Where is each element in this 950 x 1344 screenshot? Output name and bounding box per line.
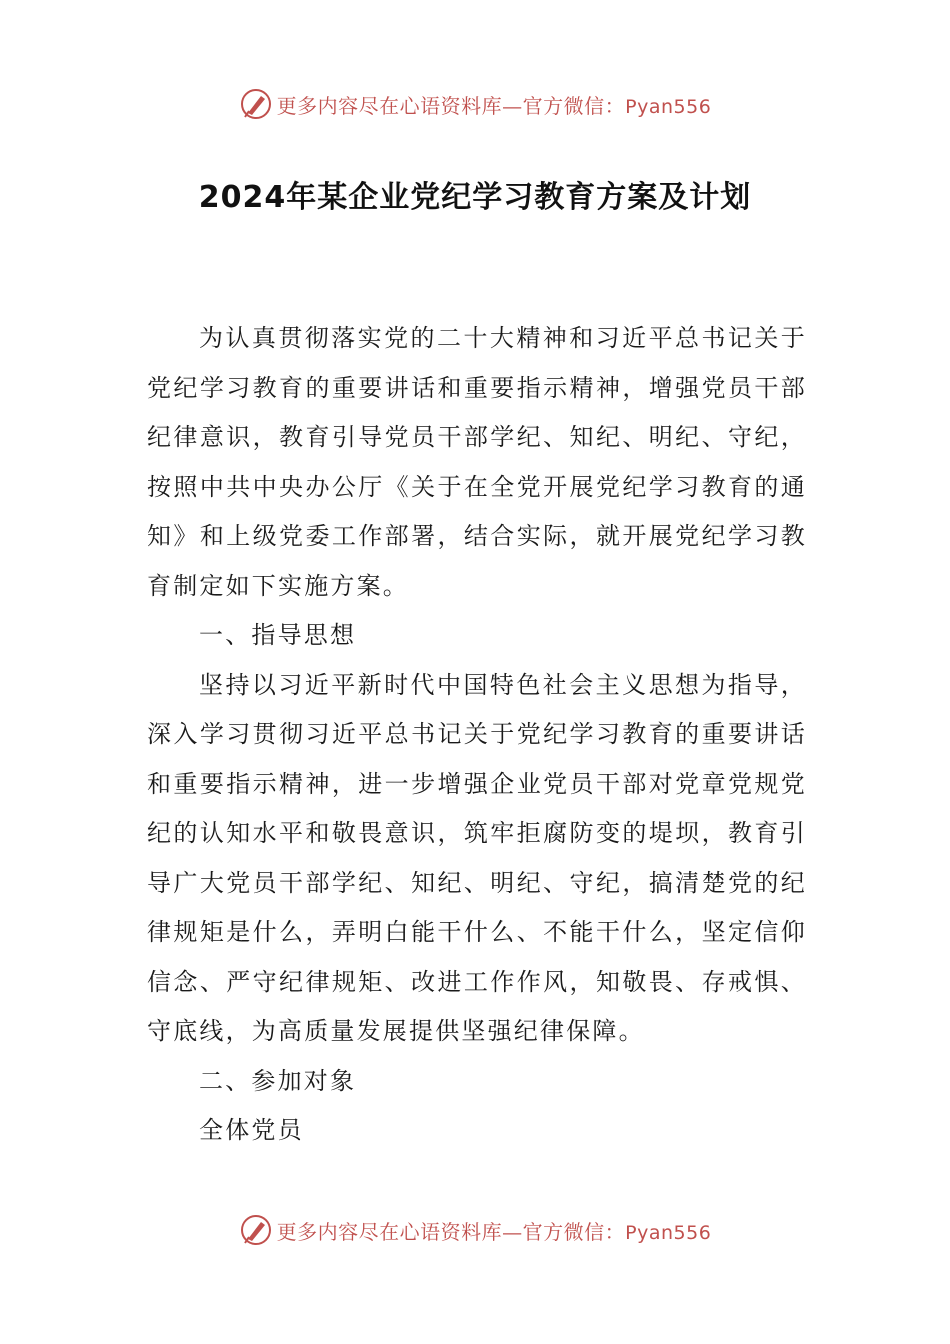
paragraph-participants: 全体党员 [199, 1116, 304, 1144]
pen-nib-circle-icon [239, 87, 273, 121]
paragraph-intro: 为认真贯彻落实党的二十大精神和习近平总书记关于党纪学习教育的重要讲话和重要指示精神，增强党员干部纪律意识，教育引导党员干部学纪、知纪、明纪、守纪，按照中共中央办公厅《关于在全党开展党纪学习教育的通知》和上级党委工作部署，结合实际，就开展党纪学习教育制定如下实施方案。 [147, 324, 807, 600]
section-heading-1: 一、指导思想 [199, 621, 357, 649]
header-banner [0, 84, 950, 124]
pen-nib-circle-icon [239, 1213, 273, 1247]
banner-text: 更多内容尽在心语资料库—官方微信：Pyan556 [276, 1219, 712, 1244]
section-heading-2: 二、参加对象 [199, 1066, 357, 1095]
wechat-id: Pyan556 [625, 95, 712, 118]
document-title: 2024年某企业党纪学习教育方案及计划 [198, 180, 752, 215]
paragraph-guiding-thought: 坚持以习近平新时代中国特色社会主义思想为指导，深入学习贯彻习近平总书记关于党纪学习教育的重要讲话和重要指示精神，进一步增强企业党员干部对党章党规党纪的认知水平和敬畏意识，筑牢拒腐防变的堤坝，教育引导广大党员干部学纪、知纪、明纪、守纪，搞清楚党的纪律规矩是什么，弄明白能干什么、不能干什么，坚定信仰信念、严守纪律规矩、改进工作作风，知敬畏、存戒惧、守底线，为高质量发展提供坚强纪律保障。 [147, 670, 807, 1045]
banner-text: 更多内容尽在心语资料库—官方微信：Pyan556 [276, 93, 712, 118]
document-body [147, 314, 807, 1156]
wechat-id: Pyan556 [625, 1221, 712, 1244]
footer-banner [0, 1210, 950, 1250]
